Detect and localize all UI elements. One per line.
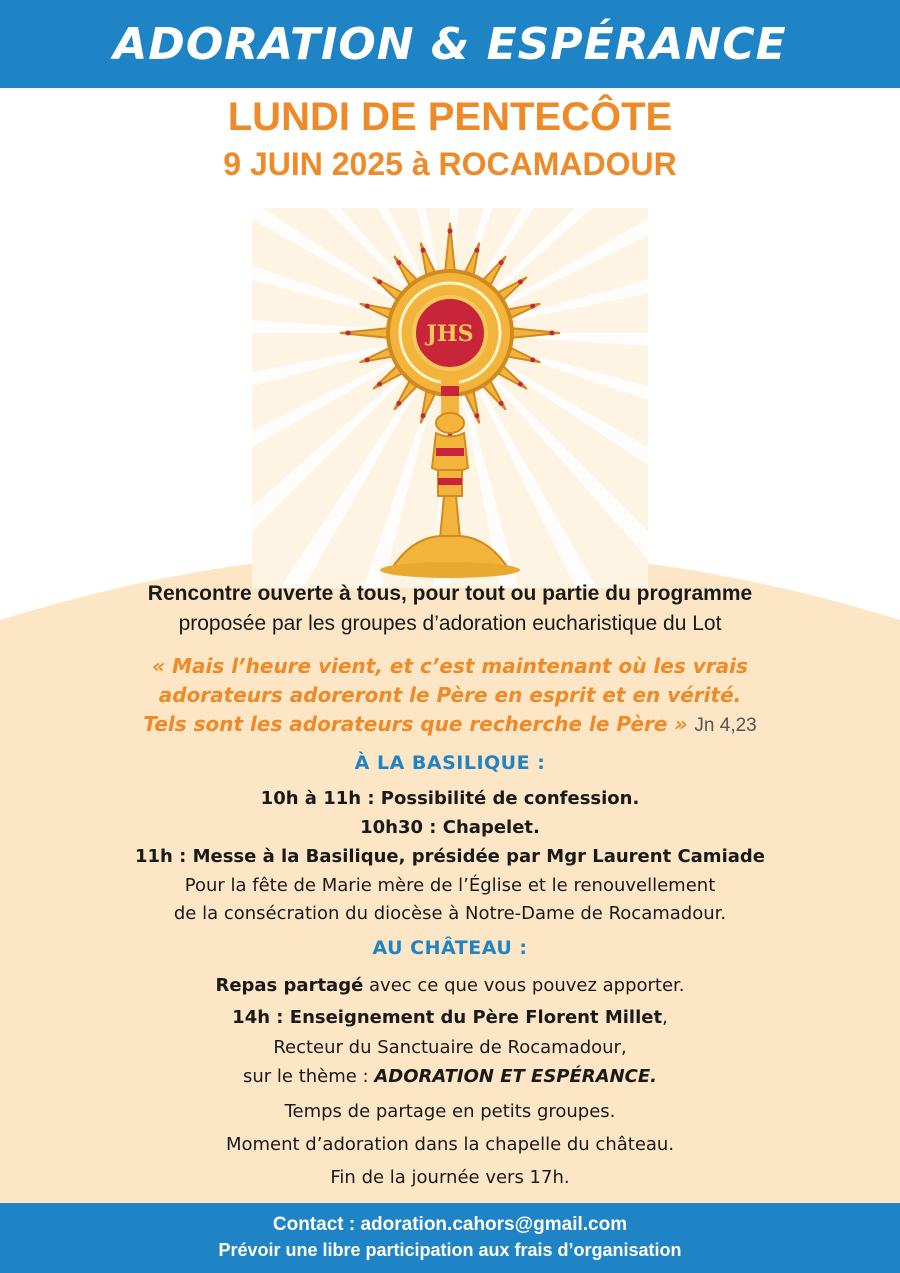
- section-title-basilique: À LA BASILIQUE :: [354, 752, 546, 774]
- quote-line-3-text: Tels sont les adorateurs que recherche le Père »: [143, 712, 688, 736]
- adoration-line: Moment d’adoration dans la chapelle du château.: [225, 1134, 675, 1155]
- theme-text: ADORATION ET ESPÉRANCE.: [374, 1066, 657, 1087]
- schedule-confession: 10h à 11h : Possibilité de confession.: [260, 788, 640, 809]
- host-text: JHS: [426, 321, 474, 347]
- enseignement-rest: ,: [662, 1007, 668, 1028]
- monstrance-icon: [252, 208, 648, 588]
- contact-email: Contact : adoration.cahors@gmail.com: [272, 1214, 628, 1235]
- event-subtitle: LUNDI DE PENTECÔTE: [227, 95, 673, 139]
- messe-description-1: Pour la fête de Marie mère de l’Église et le renouvellement: [184, 875, 716, 896]
- enseignement-line: [0, 1007, 900, 1028]
- poster-title: ADORATION & ESPÉRANCE: [113, 18, 787, 70]
- participation-note: Prévoir une libre participation aux frais d’organisation: [218, 1240, 682, 1260]
- top-banner: [0, 0, 900, 88]
- enseignement-bold: 14h : Enseignement du Père Florent Millet: [232, 1007, 663, 1028]
- intro-line-2: proposée par les groupes d’adoration eucharistique du Lot: [178, 612, 722, 635]
- partage-line: Temps de partage en petits groupes.: [284, 1101, 616, 1122]
- schedule-chapelet: 10h30 : Chapelet.: [360, 817, 540, 838]
- section-title-chateau: AU CHÂTEAU :: [372, 937, 528, 959]
- schedule-messe: 11h : Messe à la Basilique, présidée par Mgr Laurent Camiade: [135, 846, 765, 867]
- quote-line-1: « Mais l’heure vient, et c’est maintenant où les vrais: [152, 654, 748, 678]
- bottom-banner: [0, 1203, 900, 1273]
- messe-description-2: de la consécration du diocèse à Notre-Dame de Rocamadour.: [173, 903, 727, 924]
- theme-prefix: sur le thème :: [242, 1066, 375, 1087]
- event-date-place: 9 JUIN 2025 à ROCAMADOUR: [223, 146, 677, 182]
- fin-line: Fin de la journée vers 17h.: [330, 1167, 570, 1188]
- theme-line: [0, 1066, 900, 1087]
- quote-line-3: [0, 712, 900, 737]
- quote-reference: Jn 4,23: [694, 715, 757, 736]
- recteur-line: Recteur du Sanctuaire de Rocamadour,: [273, 1037, 627, 1058]
- repas-line: [0, 975, 900, 996]
- repas-rest: avec ce que vous pouvez apporter.: [363, 975, 685, 996]
- intro-line-1: Rencontre ouverte à tous, pour tout ou partie du programme: [147, 582, 753, 605]
- quote-line-2: adorateurs adoreront le Père en esprit et en vérité.: [158, 683, 742, 707]
- repas-bold: Repas partagé: [215, 975, 364, 996]
